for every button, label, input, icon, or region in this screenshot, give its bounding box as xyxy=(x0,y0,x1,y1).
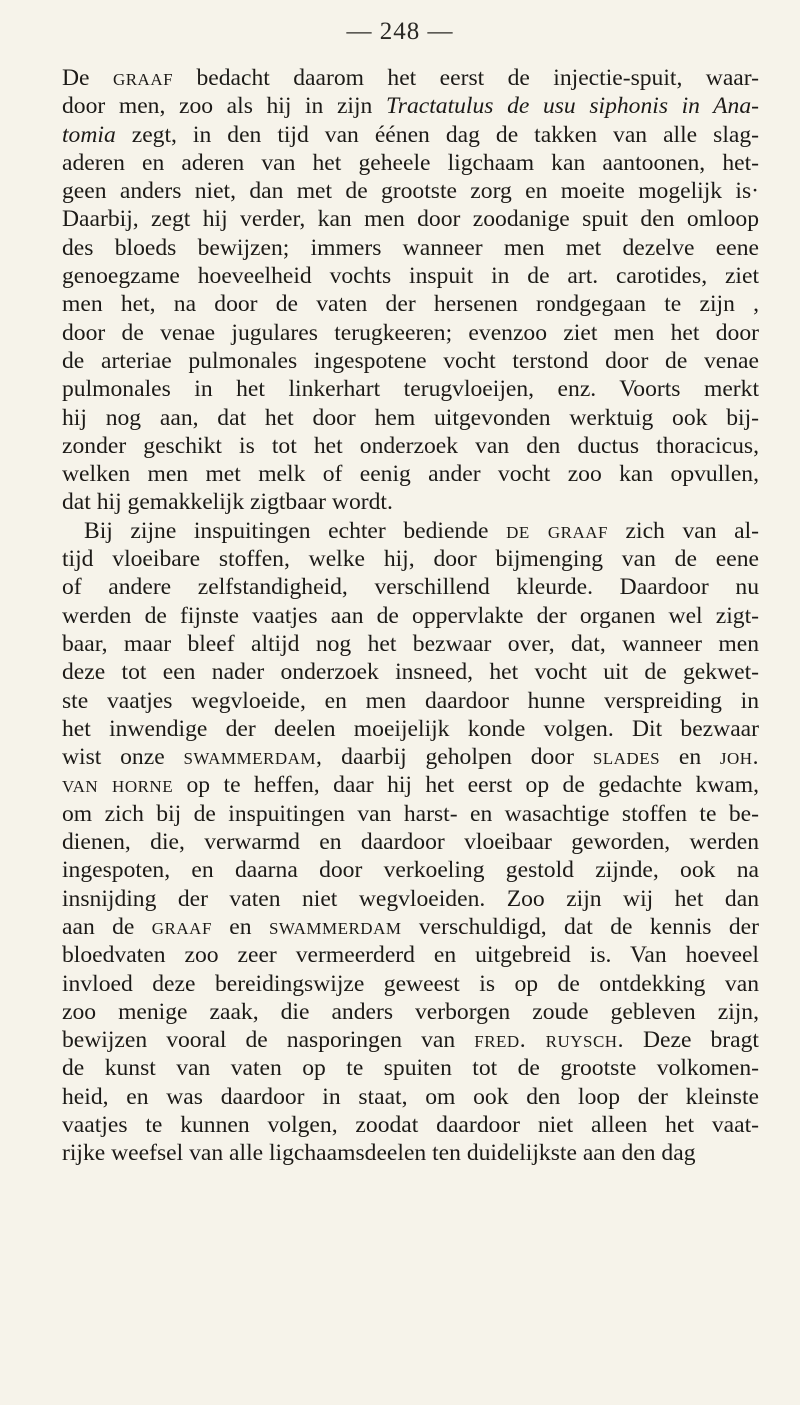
text-run: aderen en aderen van het geheele ligchaam kan aantoonen, het- xyxy=(62,149,759,176)
text-run: de arteriae pulmonales ingespotene vocht terstond door de venae xyxy=(62,347,759,374)
text-run: Bij zijne inspuitingen echter bediende xyxy=(84,517,507,544)
body-text xyxy=(62,64,759,1168)
text-line xyxy=(62,885,759,913)
small-caps-name: slades xyxy=(592,744,661,771)
small-caps-name: joh. xyxy=(719,744,759,771)
page-number: — 248 — xyxy=(346,18,454,45)
text-run: hij nog aan, dat het door hem uitgevonden werktuig ook bij- xyxy=(62,404,759,431)
text-run: of andere zelfstandigheid, verschillend kleurde. Daardoor nu xyxy=(62,574,759,601)
text-line xyxy=(62,715,759,743)
text-line xyxy=(62,488,759,516)
text-line xyxy=(62,375,759,403)
text-line xyxy=(62,64,759,92)
text-run: wist onze xyxy=(62,744,184,771)
text-run: dat hij gemakkelijk zigtbaar wordt. xyxy=(62,489,393,516)
text-line xyxy=(62,1111,759,1139)
text-run: en xyxy=(660,744,720,771)
text-run: men het, na door de vaten der hersenen rondgegaan te zijn , xyxy=(62,291,759,318)
text-line xyxy=(62,1139,759,1167)
text-line xyxy=(62,347,759,375)
small-caps-name: de graaf xyxy=(506,517,608,544)
text-line xyxy=(62,1026,759,1054)
text-line xyxy=(62,545,759,573)
text-line xyxy=(62,998,759,1026)
text-line xyxy=(62,743,759,771)
text-run: dienen, die, verwarmd en daardoor vloeibaar geworden, werden xyxy=(62,829,759,856)
text-line xyxy=(62,319,759,347)
small-caps-name: graaf xyxy=(151,913,212,940)
italic-title: Tractatulus de usu siphonis in Ana- xyxy=(385,93,759,120)
text-line xyxy=(62,460,759,488)
text-line xyxy=(62,121,759,149)
text-run: het inwendige der deelen moeijelijk konde volgen. Dit bezwaar xyxy=(62,715,759,742)
text-run: geen anders niet, dan met de grootste zorg en moeite mogelijk is· xyxy=(62,178,759,205)
text-run: zonder geschikt is tot het onderzoek van den ductus thoracicus, xyxy=(62,432,759,459)
text-line xyxy=(62,404,759,432)
text-run: vaatjes te kunnen volgen, zoodat daardoor niet alleen het vaat- xyxy=(62,1111,759,1138)
text-run: pulmonales in het linkerhart terugvloeijen, enz. Voorts merkt xyxy=(62,376,759,403)
text-line xyxy=(62,149,759,177)
small-caps-name: swammerdam xyxy=(268,913,402,940)
text-line xyxy=(62,856,759,884)
text-run: aan de xyxy=(62,913,152,940)
text-line xyxy=(62,1054,759,1082)
text-run: insnijding der vaten niet wegvloeiden. Zoo zijn wij het dan xyxy=(62,885,759,912)
text-line xyxy=(62,92,759,120)
text-line xyxy=(62,517,759,545)
text-line xyxy=(62,234,759,262)
text-run: werden de fijnste vaatjes aan de oppervlakte der organen wel zigt- xyxy=(62,602,759,629)
text-run: deze tot een nader onderzoek insneed, het vocht uit de gekwet- xyxy=(62,659,759,686)
text-run: genoegzame hoeveelheid vochts inspuit in de art. carotides, ziet xyxy=(62,263,759,290)
text-run: baar, maar bleef altijd nog het bezwaar over, dat, wanneer men xyxy=(62,630,759,657)
small-caps-name: swammerdam, xyxy=(183,744,323,771)
text-run: om zich bij de inspuitingen van harst- en wasachtige stoffen te be- xyxy=(62,800,759,827)
text-line xyxy=(62,828,759,856)
text-line xyxy=(62,800,759,828)
text-line xyxy=(62,205,759,233)
text-run: welken men met melk of eenig ander vocht zoo kan opvullen, xyxy=(62,461,759,488)
text-run: heid, en was daardoor in staat, om ook den loop der kleinste xyxy=(62,1083,759,1110)
text-run: zegt, in den tijd van éénen dag de takken van alle slag- xyxy=(115,121,759,148)
text-run: bewijzen vooral de nasporingen van xyxy=(62,1027,475,1054)
text-run: de kunst van vaten op te spuiten tot de grootste volkomen- xyxy=(62,1055,759,1082)
text-line xyxy=(62,913,759,941)
text-run: daarbij geholpen door xyxy=(322,744,593,771)
italic-title: tomia xyxy=(62,121,116,148)
text-line xyxy=(62,1083,759,1111)
text-run: Deze bragt xyxy=(623,1027,759,1054)
text-line xyxy=(62,432,759,460)
text-run: De xyxy=(62,65,113,91)
text-run: bedacht daarom het eerst de injectie-spuit, waar- xyxy=(173,65,759,91)
text-line xyxy=(62,290,759,318)
text-run: des bloeds bewijzen; immers wanneer men met dezelve eene xyxy=(62,234,759,261)
text-run: zich van al- xyxy=(607,517,759,544)
text-run: invloed deze bereidingswijze geweest is op de ontdekking van xyxy=(62,970,759,997)
text-line xyxy=(62,970,759,998)
text-line xyxy=(62,602,759,630)
text-run: ingespoten, en daarna door verkoeling gestold zijnde, ook na xyxy=(62,857,759,884)
text-run: tijd vloeibare stoffen, welke hij, door bijmenging van de eene xyxy=(62,546,759,573)
text-run: rijke weefsel van alle ligchaamsdeelen ten duidelijkste aan den dag xyxy=(62,1140,696,1167)
text-run: verschuldigd, dat de kennis der xyxy=(401,913,759,940)
text-line xyxy=(62,177,759,205)
text-run: bloedvaten zoo zeer vermeerderd en uitgebreid is. Van hoeveel xyxy=(62,942,759,969)
text-line xyxy=(62,630,759,658)
text-run: en xyxy=(211,913,269,940)
text-line xyxy=(62,262,759,290)
text-run: Daarbij, zegt hij verder, kan men door zoodanige spuit den omloop xyxy=(62,206,759,233)
text-line xyxy=(62,941,759,969)
small-caps-name: van horne xyxy=(62,772,174,799)
text-run: zoo menige zaak, die anders verborgen zoude gebleven zijn, xyxy=(62,998,759,1025)
text-run: door de venae jugulares terugkeeren; evenzoo ziet men het door xyxy=(62,319,759,346)
text-line xyxy=(62,573,759,601)
small-caps-name: graaf xyxy=(112,65,174,91)
text-line xyxy=(62,771,759,799)
small-caps-name: fred. ruysch. xyxy=(474,1027,624,1054)
text-run: ste vaatjes wegvloeide, en men daardoor hunne verspreiding in xyxy=(62,687,759,714)
text-run: door men, zoo als hij in zijn xyxy=(62,93,386,120)
text-run: op te heffen, daar hij het eerst op de gedachte kwam, xyxy=(173,772,759,799)
text-line xyxy=(62,687,759,715)
text-line xyxy=(62,658,759,686)
